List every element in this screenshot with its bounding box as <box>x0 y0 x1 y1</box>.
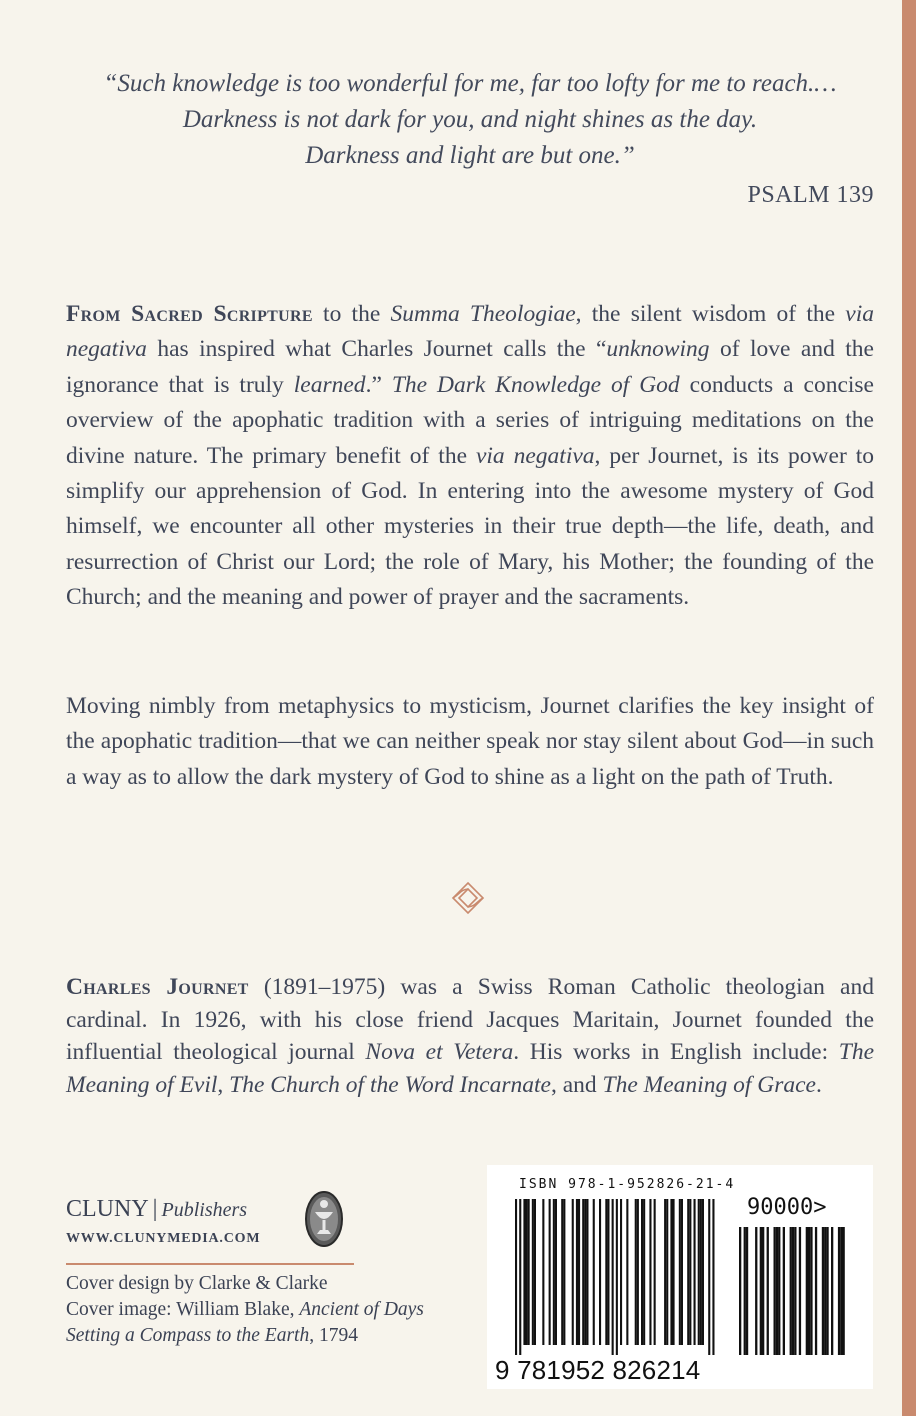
barcode-bar <box>620 1199 622 1345</box>
barcode-bar <box>708 1199 710 1355</box>
addon-bar <box>840 1227 842 1355</box>
addon-bar <box>760 1227 762 1355</box>
addon-bar <box>843 1227 845 1355</box>
blurb-text: of love and the ignorance that is truly <box>66 336 874 398</box>
blurb-paragraph-2: Moving nimbly from metaphysics to mysticism, Journet clarifies the key insight of the apophatic tradition—that we can neither speak nor stay silent about God—in such a way as to allow the dark mystery of God to shine as a light on the path of Truth. <box>66 693 874 790</box>
chalice-seal-icon <box>304 1190 344 1248</box>
cover-credits <box>66 1271 426 1349</box>
barcode-bar <box>698 1199 700 1345</box>
barcode-bar <box>679 1199 681 1345</box>
barcode-bar <box>578 1199 580 1345</box>
barcode-bar <box>563 1199 565 1345</box>
blurb-term: learned <box>293 371 366 398</box>
publisher-url: WWW.CLUNYMEDIA.COM <box>66 1231 261 1246</box>
bio-text: . <box>815 1071 822 1098</box>
barcode-bar <box>553 1199 555 1345</box>
cover-image-title: Ancient of Days Setting a Compass to the Earth <box>66 1299 424 1346</box>
barcode-bar <box>542 1199 544 1345</box>
addon-bar <box>762 1227 764 1355</box>
cover-image-year: , 1794 <box>309 1325 358 1346</box>
ean-digits: 9 781952 826214 <box>495 1355 701 1385</box>
bio-text: , <box>217 1071 230 1098</box>
barcode-bar <box>670 1199 672 1345</box>
isbn-label: ISBN 978-1-952826-21-4 <box>519 1177 736 1192</box>
barcode-bar <box>641 1199 643 1345</box>
addon-bar <box>783 1227 785 1355</box>
addon-bars <box>739 1227 851 1355</box>
blurb-term: unknowing <box>606 336 710 363</box>
addon-bar <box>831 1227 833 1355</box>
addon-bar <box>794 1227 796 1355</box>
barcode-bar <box>689 1199 691 1345</box>
publisher-divider <box>66 1263 354 1265</box>
barcode-bar <box>523 1199 525 1345</box>
barcode-bar <box>700 1199 702 1345</box>
publisher-separator: | <box>152 1196 158 1222</box>
barcode-bar <box>599 1199 601 1345</box>
journal-title: Nova et Vetera <box>365 1039 514 1065</box>
cover-design-credit: Cover design by Clarke & Clarke <box>66 1273 328 1294</box>
publisher-label: Publishers <box>161 1199 248 1221</box>
barcode-bar <box>528 1199 530 1345</box>
addon-bar <box>826 1227 828 1355</box>
blurb-text: has inspired what Charles Journet calls the “ <box>146 336 607 363</box>
blurb-title-summa: Summa Theologiae <box>390 301 576 327</box>
barcode-bar <box>626 1199 628 1345</box>
addon-bar <box>746 1227 748 1355</box>
barcode-bar <box>549 1199 551 1345</box>
blurb-text: , per Journet, is its power to simplify our apprehension of God. In entering into the awesome mystery of God himself, we encounter all other mysteries in their true depth—the life, death, and resurrection of Christ our Lord; the role of Mary, his Mother; the founding of the Church; and the meaning and power of prayer and the sacraments. <box>66 442 874 611</box>
barcode-bar <box>519 1199 521 1355</box>
cover-image-credit <box>66 1297 426 1349</box>
barcode-bar <box>576 1199 578 1345</box>
bio-text: (1891–1975) was a Swiss Roman Catholic theologian and cardinal. In 1926, with his close friend Jacques Maritain, Journet founded the influential theological journal <box>66 974 874 1065</box>
epigraph-source: PSALM 139 <box>747 182 874 208</box>
addon-bar <box>774 1227 776 1355</box>
barcode-bar <box>515 1199 517 1355</box>
blurb-text: to the <box>312 301 391 327</box>
barcode-bar <box>635 1199 637 1345</box>
ean-bars <box>515 1199 717 1355</box>
addon-bar <box>744 1227 746 1355</box>
work-title: The Meaning of Grace <box>602 1071 816 1098</box>
barcode-bar <box>702 1199 704 1345</box>
barcode-bar <box>561 1199 563 1345</box>
fleuron-icon <box>450 880 486 916</box>
barcode-bar <box>643 1199 645 1345</box>
barcode-bar <box>712 1199 714 1355</box>
book-title: The Dark Knowledge of God <box>391 371 680 398</box>
author-name: Charles Journet <box>66 974 249 1000</box>
barcode-bar <box>586 1199 588 1345</box>
cover-image-prefix: Cover image: William Blake, <box>66 1299 300 1320</box>
barcode-bar <box>555 1199 557 1345</box>
epigraph <box>66 66 874 174</box>
barcode-bar <box>607 1199 609 1345</box>
price-code: 90000> <box>747 1195 827 1220</box>
bio-text: , and <box>550 1071 603 1098</box>
blurb-term: via negativa <box>66 301 874 363</box>
barcode-bar <box>666 1199 668 1345</box>
barcode-bar <box>534 1199 536 1345</box>
addon-bar <box>778 1227 780 1355</box>
barcode-bar <box>584 1199 586 1345</box>
publisher-name <box>66 1196 247 1223</box>
blurb-paragraph-1 <box>66 297 874 616</box>
barcode-bar <box>681 1199 683 1345</box>
publisher-wordmark: CLUNY <box>66 1196 149 1222</box>
addon-bar <box>799 1227 801 1355</box>
addon-bar <box>810 1227 812 1355</box>
barcode-bar <box>664 1199 666 1345</box>
epigraph-line: “Such knowledge is too wonderful for me, far too lofty for me to reach.… <box>103 70 837 97</box>
barcode-bar <box>654 1199 656 1345</box>
barcode-bar <box>649 1199 651 1345</box>
addon-bar <box>824 1227 826 1355</box>
addon-bar <box>822 1227 824 1355</box>
barcode-bar <box>694 1199 696 1345</box>
barcode-bar <box>616 1199 618 1355</box>
addon-bar <box>790 1227 792 1355</box>
addon-bar <box>755 1227 757 1355</box>
addon-bar <box>806 1227 808 1355</box>
addon-bar <box>815 1227 817 1355</box>
epigraph-line: Darkness and light are but one.” <box>305 142 635 169</box>
barcode-bar <box>582 1199 584 1345</box>
work-title: The Church of the Word Incarnate <box>229 1071 551 1098</box>
barcode-bar <box>637 1199 639 1345</box>
barcode-bar <box>526 1199 528 1345</box>
barcode-bar <box>612 1199 614 1355</box>
blurb-text: , the silent wisdom of the <box>575 301 846 327</box>
barcode-bar <box>605 1199 607 1345</box>
spine-edge-stripe <box>902 0 916 1416</box>
addon-bar <box>739 1227 741 1355</box>
barcode-bar <box>673 1199 675 1345</box>
addon-bar <box>792 1227 794 1355</box>
addon-bar <box>767 1227 769 1355</box>
blurb-text: conducts a concise overview of the apophatic tradition with a series of intriguing meditations on the divine nature. The primary benefit of the <box>66 371 874 469</box>
author-bio <box>66 971 874 1101</box>
blurb-text: .” <box>365 371 392 398</box>
blurb-term: via negativa <box>475 442 595 469</box>
addon-bar <box>838 1227 840 1355</box>
barcode-bar <box>593 1199 595 1345</box>
isbn-barcode <box>487 1165 873 1389</box>
addon-bar <box>808 1227 810 1355</box>
barcode-bar <box>572 1199 574 1345</box>
barcode-bar <box>532 1199 534 1345</box>
bio-text: . His works in English include: <box>513 1039 839 1065</box>
barcode-bar <box>687 1199 689 1345</box>
blurb-lead-in: From Sacred Scripture <box>66 301 313 327</box>
work-title: The Meaning of Evil <box>66 1039 874 1098</box>
addon-bar <box>776 1227 778 1355</box>
epigraph-line: Darkness is not dark for you, and night shines as the day. <box>182 106 758 133</box>
